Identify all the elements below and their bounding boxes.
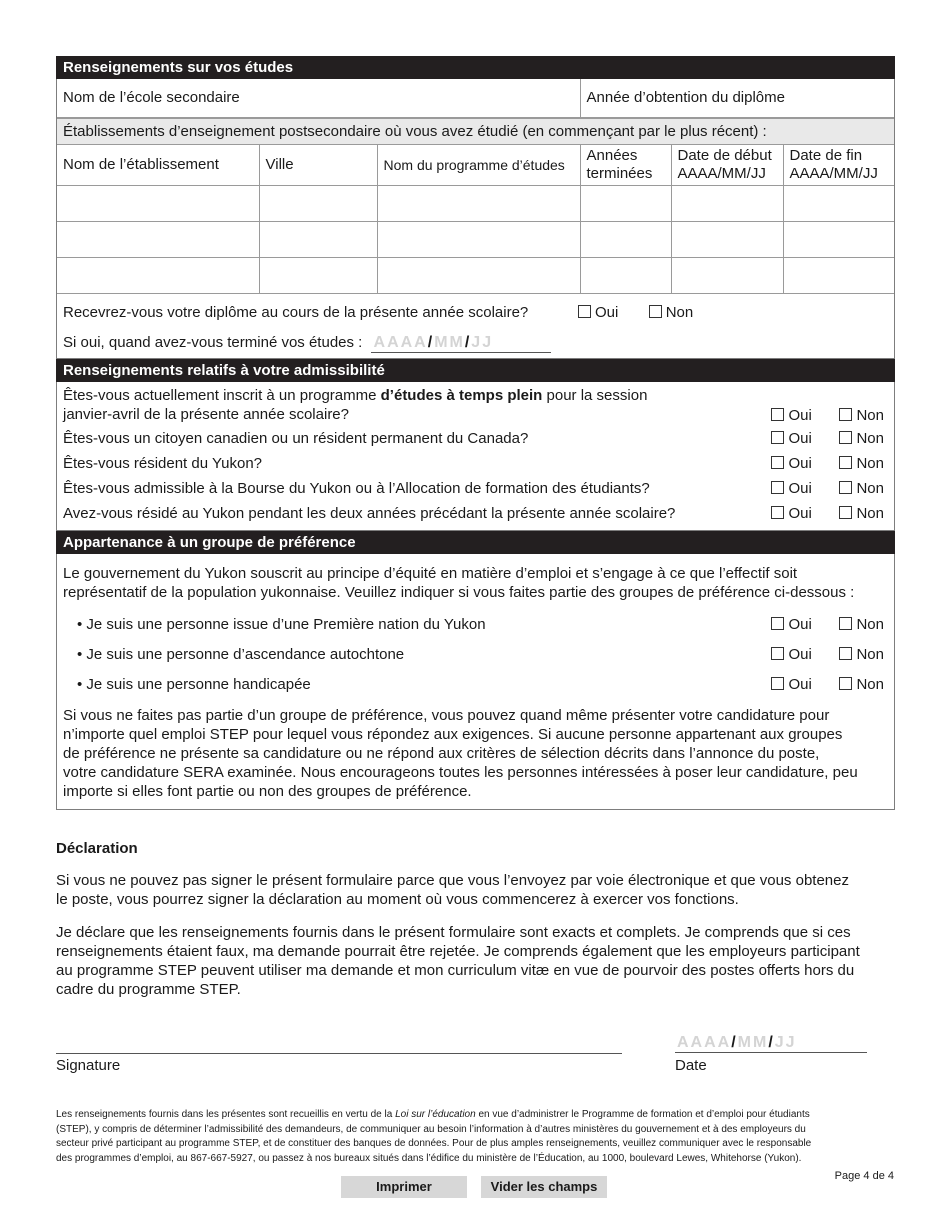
q5-options (771, 501, 884, 526)
preference-intro: Le gouvernement du Yukon souscrit au principe d’équité en matière d’emploi et s’engage à ce que l’effectif soit représentatif de la population yukonnaise. Veuillez indiquer si vous faites partie des groupes de préférence ci-dessous : (63, 565, 855, 601)
program-input[interactable] (377, 258, 580, 294)
table-row (57, 258, 894, 294)
declaration-p1: Si vous ne pouvez pas signer le présent formulaire parce que vous l’envoyez par voie électronique et que vous obtenez le poste, vous pourrez signer la déclaration au moment où vous commencerez à exercer vos fonctions. (56, 872, 849, 908)
eligibility-q2-row (57, 426, 894, 451)
checkbox[interactable] (578, 305, 591, 318)
institution-input[interactable] (57, 258, 259, 294)
clear-fields-button[interactable]: Vider les champs (481, 1176, 607, 1198)
indigenous-options (771, 640, 884, 670)
table-row (57, 186, 894, 222)
finished-date-input[interactable]: AAAA/MM/JJ (371, 334, 551, 353)
start-date-input[interactable] (671, 186, 783, 222)
col-start-l2: AAAA/MM/JJ (677, 164, 766, 182)
checkbox[interactable] (839, 647, 852, 660)
end-date-input[interactable] (783, 186, 894, 222)
form-page (56, 56, 895, 999)
q4-options (771, 476, 884, 501)
checkbox[interactable] (771, 408, 784, 421)
eligibility-q3: Êtes-vous résident du Yukon? (63, 455, 263, 472)
signature-label: Signature (56, 1057, 121, 1074)
finished-question-row (57, 330, 894, 355)
high-school-table (57, 79, 894, 118)
years-input[interactable] (580, 186, 671, 222)
eligibility-q1-row (57, 386, 894, 426)
checkbox[interactable] (771, 456, 784, 469)
no-option[interactable]: Non (839, 640, 884, 670)
preference-item-first-nation: • Je suis une personne issue d’une Première nation du Yukon Oui Non (63, 610, 888, 640)
start-date-input[interactable] (671, 258, 783, 294)
eligibility-section (56, 382, 895, 531)
eligibility-q3-row (57, 451, 894, 476)
high-school-label: Nom de l’école secondaire (63, 89, 240, 107)
graduating-question: Recevrez-vous votre diplôme au cours de la présente année scolaire? (63, 304, 529, 321)
disability-options (771, 670, 884, 700)
checkbox[interactable] (839, 456, 852, 469)
yes-option[interactable]: Oui (771, 610, 839, 640)
checkbox[interactable] (839, 408, 852, 421)
studies-section-header: Renseignements sur vos études (56, 56, 895, 79)
no-option[interactable]: Non (839, 451, 884, 476)
col-institution: Nom de l’établissement (57, 145, 259, 186)
checkbox[interactable] (839, 431, 852, 444)
col-years-l1: Années (586, 146, 638, 164)
eligibility-q4-row (57, 476, 894, 501)
graduation-year-field[interactable] (580, 79, 894, 117)
checkbox[interactable] (771, 481, 784, 494)
eligibility-q1: Êtes-vous actuellement inscrit à un programme d’études à temps plein pour la session janvier-avril de la présente année scolaire? (63, 387, 648, 423)
q3-options (771, 451, 884, 476)
institution-input[interactable] (57, 222, 259, 258)
years-input[interactable] (580, 258, 671, 294)
graduating-question-row (57, 300, 894, 325)
no-option[interactable]: Non (839, 476, 884, 501)
postsecondary-intro: Établissements d’enseignement postsecondaire où vous avez étudié (en commençant par le plus récent) : (57, 118, 894, 145)
col-end-date (783, 145, 894, 186)
yes-option[interactable]: Oui (771, 670, 839, 700)
declaration-date-input[interactable] (675, 1034, 867, 1053)
city-input[interactable] (259, 186, 377, 222)
graduating-yes-option[interactable]: Oui (578, 304, 618, 321)
yes-option[interactable]: Oui (771, 426, 839, 451)
graduating-no-option[interactable]: Non (649, 304, 694, 321)
program-input[interactable] (377, 186, 580, 222)
studies-section (56, 79, 895, 359)
table-row (57, 222, 894, 258)
date-field[interactable]: AAAA/MM/JJ (675, 1034, 867, 1053)
checkbox[interactable] (839, 506, 852, 519)
preference-section-header: Appartenance à un groupe de préférence (56, 531, 895, 554)
privacy-notice: Les renseignements fournis dans les présentes sont recueillis en vertu de la Loi sur l’éducation en vue d’administrer le Programme de formation et d’emploi pour étudiants (STEP), y compris de déterminer l’admissibilité des demandeurs, de communiquer au besoin l’information à d’autres ministères du gouvernement et à des employeurs du secteur privé participant au programme STEP, et de constituer des banques de données. Pour de plus amples renseignements, veuillez communiquer avec le responsable des programmes d’emploi, au 867-667-5927, ou passez à nos bureaux situés dans l’édifice du ministère de l’Éducation, au 1000, boulevard Lewes, Whitehorse (Yukon). (56, 1109, 812, 1164)
preference-item-indigenous: • Je suis une personne d’ascendance autochtone Oui Non (63, 640, 888, 670)
col-program: Nom du programme d’études (377, 145, 580, 186)
checkbox[interactable] (839, 481, 852, 494)
col-city: Ville (259, 145, 377, 186)
finished-question: Si oui, quand avez-vous terminé vos études : (63, 334, 363, 351)
city-input[interactable] (259, 222, 377, 258)
yes-option[interactable]: Oui (771, 451, 839, 476)
start-date-input[interactable] (671, 222, 783, 258)
q2-options (771, 426, 884, 451)
checkbox[interactable] (839, 617, 852, 630)
city-input[interactable] (259, 258, 377, 294)
col-end-l1: Date de fin (789, 146, 863, 164)
col-start-l1: Date de début (677, 146, 772, 164)
checkbox[interactable] (771, 506, 784, 519)
end-date-input[interactable] (783, 258, 894, 294)
no-option[interactable]: Non (839, 501, 884, 526)
institution-input[interactable] (57, 186, 259, 222)
yes-option[interactable]: Oui (771, 640, 839, 670)
signature-line[interactable] (56, 1052, 622, 1054)
years-input[interactable] (580, 222, 671, 258)
postsecondary-table (57, 145, 894, 295)
yes-option[interactable]: Oui (771, 501, 839, 526)
col-start-date (671, 145, 783, 186)
eligibility-q5: Avez-vous résidé au Yukon pendant les deux années précédant la présente année scolaire? (63, 505, 676, 522)
yes-option[interactable]: Oui (771, 476, 839, 501)
declaration-p2: Je déclare que les renseignements fournis dans le présent formulaire sont exacts et complets. Je comprends que si ces renseignements étaient faux, ma demande pourrait être rejetée. Je comprends également que les employeurs participant au programme STEP peuvent utiliser ma demande et mon curriculum vitæ en vue de pourvoir des postes offerts hors du cadre du programme STEP. (56, 924, 860, 998)
print-button[interactable]: Imprimer (341, 1176, 467, 1198)
graduating-options (578, 300, 693, 325)
no-option[interactable]: Non (839, 670, 884, 700)
col-years-l2: terminées (586, 164, 653, 182)
preference-note: Si vous ne faites pas partie d’un groupe de préférence, vous pouvez quand même présenter votre candidature pour n’importe quel emploi STEP pour lequel vous répondez aux exigences. Si aucune personne appartenant aux groupes de préférence ne présente sa candidature ou ne répond aux critères de sélection décrits dans l’annonce du poste, votre candidature SERA examinée. Nous encourageons toutes les personnes intéressées à poser leur candidature, peu importe si elles font partie ou non des groupes de préférence. (63, 707, 858, 800)
end-date-input[interactable] (783, 222, 894, 258)
checkbox[interactable] (771, 647, 784, 660)
no-option[interactable]: Non (839, 406, 884, 425)
first-nation-options (771, 610, 884, 640)
eligibility-q4: Êtes-vous admissible à la Bourse du Yukon ou à l’Allocation de formation des étudiants? (63, 480, 650, 497)
checkbox[interactable] (649, 305, 662, 318)
eligibility-q5-row (57, 501, 894, 526)
eligibility-section-header: Renseignements relatifs à votre admissibilité (56, 359, 895, 382)
q1-options (771, 406, 884, 425)
checkbox[interactable] (771, 617, 784, 630)
preference-section (56, 554, 895, 810)
program-input[interactable] (377, 222, 580, 258)
no-option[interactable]: Non (839, 426, 884, 451)
no-option[interactable]: Non (839, 610, 884, 640)
high-school-field[interactable] (57, 79, 580, 117)
checkbox[interactable] (771, 431, 784, 444)
col-years (580, 145, 671, 186)
date-label: Date (675, 1057, 707, 1074)
col-end-l2: AAAA/MM/JJ (789, 164, 878, 182)
declaration-title: Déclaration (56, 840, 138, 857)
eligibility-q2: Êtes-vous un citoyen canadien ou un résident permanent du Canada? (63, 430, 529, 447)
checkbox[interactable] (771, 677, 784, 690)
preference-item-disability: • Je suis une personne handicapée Oui Non (63, 670, 888, 700)
graduation-year-label: Année d’obtention du diplôme (586, 89, 785, 107)
yes-option[interactable]: Oui (771, 406, 839, 425)
checkbox[interactable] (839, 677, 852, 690)
page-number: Page 4 de 4 (834, 1170, 894, 1182)
postsecondary-header-row (57, 145, 894, 186)
